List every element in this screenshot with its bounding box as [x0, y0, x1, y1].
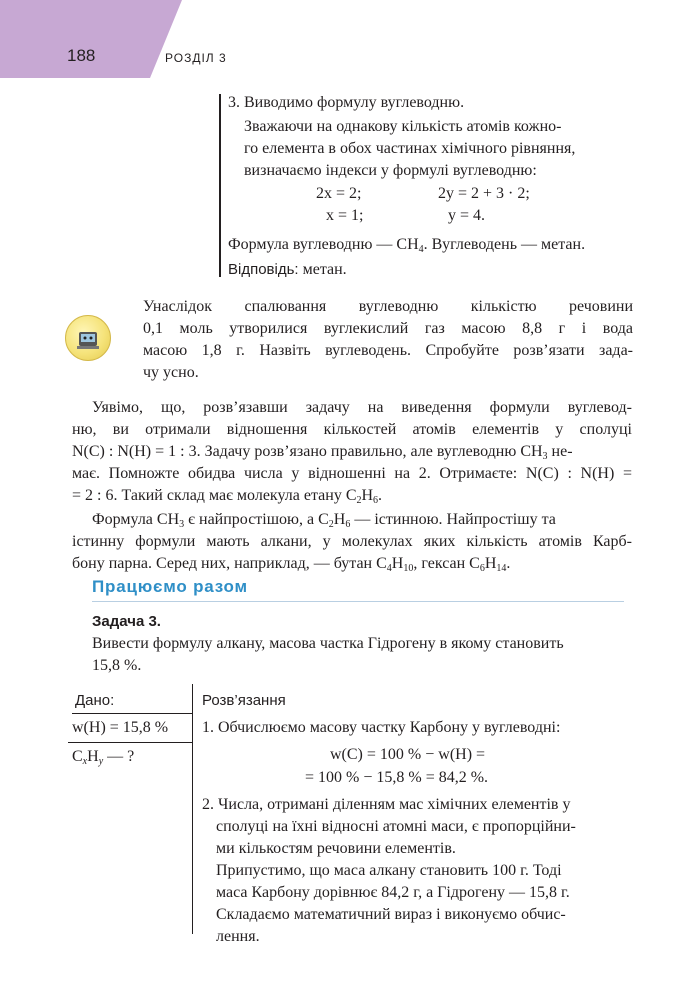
section-label: РОЗДІЛ 3 [165, 51, 227, 65]
paragraph-line: N(C) : N(H) = 1 : 3. Задачу розв’язано правильно, але вуглеводню $CH_3$ не- [72, 443, 573, 462]
task3-line: 15,8 %. [92, 657, 142, 674]
task-line: 0,1 моль утворилися вуглекислий газ масою 8,8 г і вода [143, 320, 633, 337]
equation: 2y = 2 + 3 · 2; [438, 185, 530, 202]
task3-title: Задача 3. [92, 613, 161, 630]
step3-line: визначаємо індекси у формулі вуглеводню: [244, 162, 537, 179]
section-heading: Працюємо разом [92, 577, 248, 596]
corner-decoration [0, 0, 182, 78]
equation: x = 1; [326, 207, 364, 224]
paragraph-line: Формула $CH_3$ є найпростішою, а $C_2H_6$ — істинною. Найпростішу та [92, 511, 556, 530]
solution-equation: = 100 % − 15,8 % = 84,2 %. [305, 769, 489, 786]
solution-step: 2. Числа, отримані діленням мас хімічних елементів у [202, 796, 571, 813]
task-line: Унаслідок спалювання вуглеводню кількістю речовини [143, 298, 633, 315]
answer: Відповідь: метан. [228, 261, 347, 278]
solution-step: маса Карбону дорівнює 84,2 г, а Гідрогену — 15,8 г. [216, 884, 570, 901]
step3-title: 3. Виводимо формулу вуглеводню. [228, 94, 465, 111]
task-line: масою 1,8 г. Назвіть вуглеводень. Спробуйте розв’язати зада- [143, 342, 633, 359]
paragraph-line: істинну формули мають алкани, у молекулах яких кількість атомів Карб- [72, 533, 632, 550]
paragraph-line: Уявімо, що, розв’язавши задачу на виведення формули вуглевод- [92, 399, 632, 416]
step3-line: Зважаючи на однакову кількість атомів кожно- [244, 118, 562, 135]
solution-step: Складаємо математичний вираз і виконуємо обчис- [216, 906, 566, 923]
solution-step: Припустимо, що маса алкану становить 100 г. Тоді [216, 862, 562, 879]
table-rule [72, 713, 192, 714]
solution-step: 1. Обчислюємо масову частку Карбону у вуглеводні: [202, 719, 561, 736]
task3-line: Вивести формулу алкану, масова частка Гідрогену в якому становить [92, 635, 564, 652]
task-line: чу усно. [143, 364, 199, 381]
solution-header: Розв’язання [202, 692, 286, 709]
solution-step: лення. [216, 928, 260, 945]
paragraph-line: = 2 : 6. Такий склад має молекула етану $C_2H_6$. [72, 487, 383, 506]
equation: y = 4. [448, 207, 486, 224]
paragraph-line: має. Помножте обидва числа у відношенні на 2. Отримаєте: N(C) : N(H) = [72, 465, 632, 482]
find-value: $C_xH_y$ — ? [72, 748, 135, 767]
given-value: w(H) = 15,8 % [72, 719, 169, 736]
solution-step: ми кількостям речовини елементів. [216, 840, 456, 857]
paragraph-line: бону парна. Серед них, наприклад, — бутан $C_4H_{10}$, гексан $C_6H_{14}$. [72, 555, 511, 574]
table-rule [68, 742, 193, 743]
solution-equation: w(C) = 100 % − w(H) = [330, 746, 486, 763]
task-icon [65, 315, 111, 361]
paragraph-line: ню, ви отримали відношення кількостей атомів елементів у сполуці [72, 421, 632, 438]
formula-result: Формула вуглеводню — $CH_4$. Вуглеводень — метан. [228, 236, 586, 255]
equation: 2x = 2; [316, 185, 362, 202]
solution-step: сполуці на їхні відносні атомні маси, є пропорційни- [216, 818, 576, 835]
heading-rule [92, 601, 624, 602]
solution-divider [219, 94, 221, 277]
step3-line: го елемента в обох частинах хімічного рівняння, [244, 140, 576, 157]
given-header: Дано: [75, 692, 115, 709]
page-number: 188 [67, 46, 96, 65]
table-divider [192, 684, 193, 934]
